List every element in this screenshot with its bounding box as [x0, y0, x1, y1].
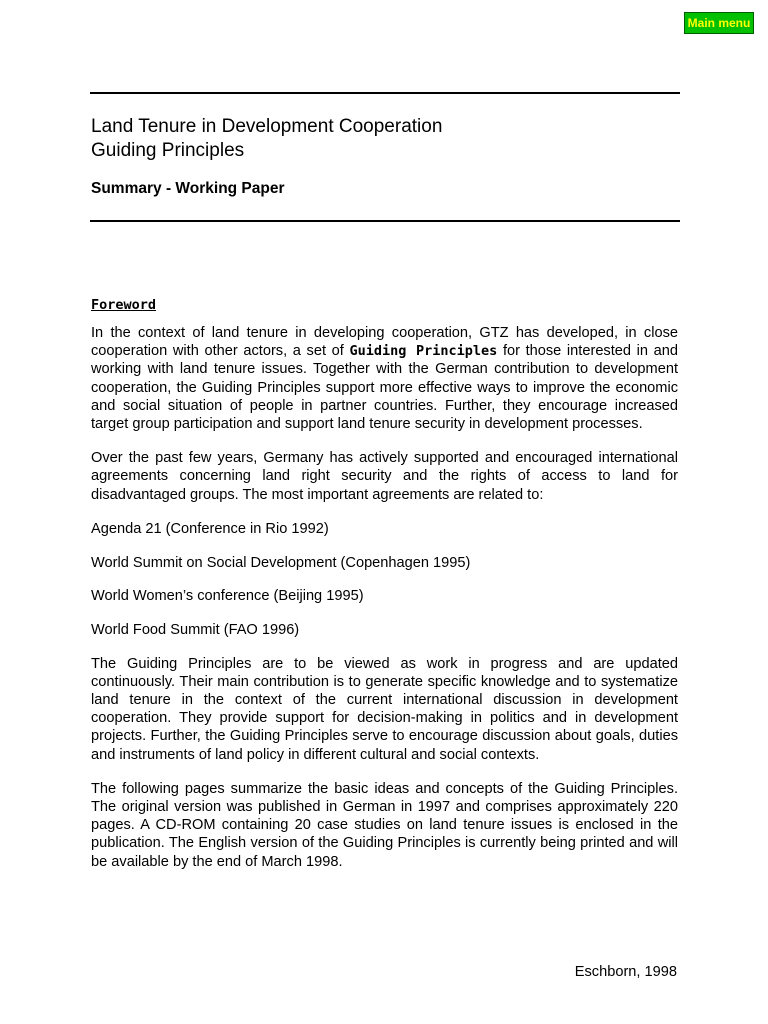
header-top-rule	[90, 92, 680, 94]
main-menu-button[interactable]: Main menu	[684, 12, 754, 34]
header-bottom-rule	[90, 220, 680, 222]
foreword-paragraph-3: The Guiding Principles are to be viewed as work in progress and are updated continuously. Their main contribution is to generate specific knowledge and to systematize land tenure in the context of the current international discussion in development cooperation. They provide support for decision-making in politics and in development projects. Further, the Guiding Principles serve to encourage discussion about goals, duties and instruments of land policy in different cultural and social contexts.	[91, 655, 678, 763]
guiding-principles-emphasis: Guiding Principles	[349, 343, 498, 360]
paragraph-text: for those interested in and working with land tenure issues. Together with the German contribution to development cooperation, the Guiding Principles support more effective ways to improve the economic and social situation of people in partner countries. Further, they encourage increased target group participation and support land tenure security in development processes.	[91, 343, 678, 433]
agreement-item: World Women’s conference (Beijing 1995)	[91, 588, 364, 605]
foreword-paragraph-2: Over the past few years, Germany has actively supported and encouraged international agreements concerning land right security and the rights of access to land for disadvantaged groups. The most important agreements are related to:	[91, 450, 678, 503]
foreword-paragraph-1	[91, 324, 678, 433]
document-title-line-1: Land Tenure in Development Cooperation	[91, 116, 443, 137]
foreword-section	[91, 296, 678, 887]
agreement-item: World Food Summit (FAO 1996)	[91, 621, 300, 638]
paragraph-text: In the context of land tenure in developing cooperation, GTZ has developed, in close cooperation with other actors, a set of	[91, 325, 678, 360]
agreement-item: Agenda 21 (Conference in Rio 1992)	[91, 520, 329, 537]
foreword-heading: Foreword	[91, 297, 157, 313]
place-date-signoff: Eschborn, 1998	[574, 964, 677, 980]
document-header	[91, 115, 679, 199]
foreword-paragraph-4: The following pages summarize the basic ideas and concepts of the Guiding Principles. The original version was published in German in 1997 and comprises approximately 220 pages. A CD-ROM containing 20 case studies on land tenure issues is enclosed in the publication. The English version of the Guiding Principles is currently being printed and will be available by the end of March 1998.	[91, 780, 678, 870]
document-title-line-2: Guiding Principles	[91, 140, 245, 161]
document-subtitle: Summary - Working Paper	[91, 180, 285, 197]
agreement-item: World Summit on Social Development (Copenhagen 1995)	[91, 554, 471, 571]
